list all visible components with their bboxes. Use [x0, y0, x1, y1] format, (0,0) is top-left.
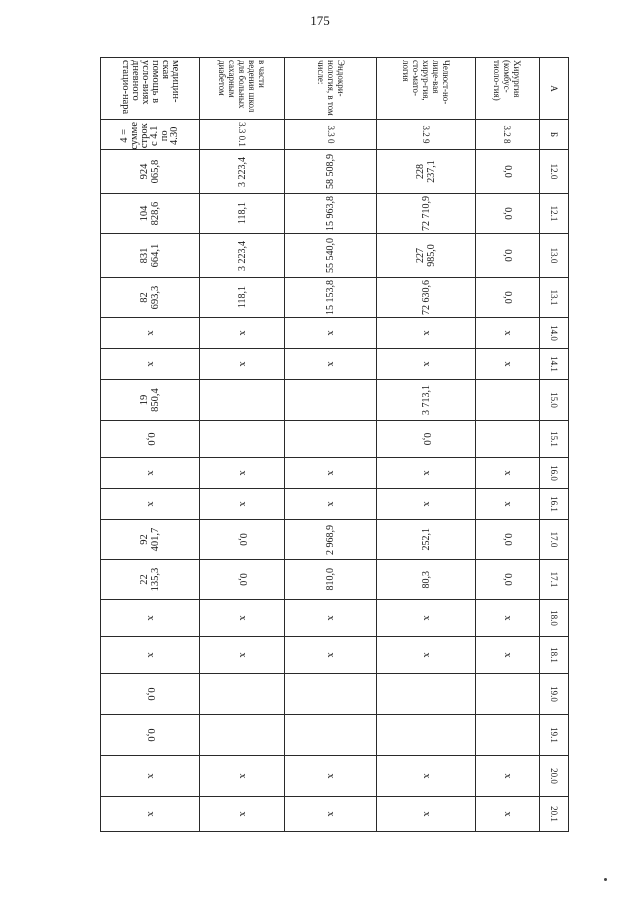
column-header: 20.1 [539, 797, 568, 832]
table-cell: 0,0 [476, 278, 539, 318]
table-cell [376, 150, 475, 194]
row-code [101, 120, 201, 150]
table-cell [101, 560, 201, 600]
table-cell [476, 421, 539, 458]
row-code: 3.3 0.1 [200, 120, 285, 150]
table-cell [376, 234, 475, 278]
table-cell [376, 380, 475, 421]
table-cell [285, 715, 377, 756]
table-cell: х [376, 458, 475, 489]
table-cell: х [200, 489, 285, 520]
table-cell: х [476, 458, 539, 489]
table-cell: х [101, 458, 201, 489]
table-cell: х [200, 318, 285, 349]
table-cell-text: 72 710,9 [420, 196, 432, 231]
table-cell-text: 58 508,9 [325, 154, 337, 189]
column-header: 15.0 [539, 380, 568, 421]
table-cell: х [101, 600, 201, 637]
table-cell: х [476, 318, 539, 349]
table-cell: х [200, 637, 285, 674]
column-header: 17.1 [539, 560, 568, 600]
table-cell: х [101, 756, 201, 797]
table-cell-text: 3 223,4 [236, 240, 248, 271]
table-cell: х [285, 756, 377, 797]
table-cell: 0,0 [476, 194, 539, 234]
table-cell: 0,0 [200, 560, 285, 600]
table-cell [200, 150, 285, 194]
table-cell: х [200, 458, 285, 489]
table-cell: х [476, 489, 539, 520]
table-cell-text: 2 968,9 [325, 524, 337, 555]
column-header: 19.0 [539, 674, 568, 715]
table-cell: х [476, 756, 539, 797]
table-cell-text: 810,0 [325, 568, 337, 591]
table-cell: 0,0 [476, 560, 539, 600]
table-row [476, 58, 539, 832]
table-cell [285, 234, 377, 278]
page-mark [604, 878, 607, 881]
table-cell [285, 278, 377, 318]
table-cell: х [285, 349, 377, 380]
table-cell: 0,0 [476, 150, 539, 194]
table-cell [285, 560, 377, 600]
column-header: 14.1 [539, 349, 568, 380]
table-cell [101, 234, 201, 278]
table-cell [101, 278, 201, 318]
table-cell-text: 72 630,6 [420, 280, 432, 315]
table-cell-text: 19 850,4 [139, 388, 162, 412]
table-cell-text: 3 713,1 [420, 385, 432, 415]
column-header: 12.0 [539, 150, 568, 194]
table-cell-text: 80,3 [420, 570, 432, 589]
table-cell [285, 380, 377, 421]
table-cell-text: 15 963,8 [325, 196, 337, 231]
row-code: 3.2 9 [376, 120, 475, 150]
data-table [100, 57, 569, 821]
column-header: 18.0 [539, 600, 568, 637]
column-header: 13.1 [539, 278, 568, 318]
table-cell [476, 380, 539, 421]
table-row [376, 58, 475, 832]
column-header: 16.1 [539, 489, 568, 520]
table-cell: х [101, 489, 201, 520]
table-cell: х [101, 637, 201, 674]
column-header: Б [539, 120, 568, 150]
row-category: в части ведения школ для больных сахарным диабетом [200, 58, 285, 120]
row-category: Хирургия (комбус-тиоло-гия) [476, 58, 539, 120]
header-row [539, 58, 568, 832]
table-cell: х [285, 600, 377, 637]
table-cell: х [376, 756, 475, 797]
table-cell: х [101, 349, 201, 380]
table-cell-text: 228 237,1 [415, 160, 438, 183]
table-cell [200, 234, 285, 278]
table-cell: х [476, 349, 539, 380]
table-cell: 0,0 [200, 520, 285, 560]
table-cell [285, 674, 377, 715]
column-header: 18.1 [539, 637, 568, 674]
table-cell: х [376, 349, 475, 380]
table-cell: 0,0 [101, 674, 201, 715]
table-cell-text: 252,1 [420, 528, 432, 551]
table-cell-text: 924 065,8 [139, 159, 162, 184]
table-cell: х [101, 318, 201, 349]
column-header: 15.1 [539, 421, 568, 458]
table-cell [285, 520, 377, 560]
table-cell-text: 3 223,4 [236, 156, 248, 187]
table-cell: х [376, 797, 475, 832]
table-cell: х [285, 489, 377, 520]
column-header: 12.1 [539, 194, 568, 234]
row-category: медицин-ская помощь в усло-виях дневного стацио-нара [101, 58, 201, 120]
column-header: 14.0 [539, 318, 568, 349]
table-cell: х [376, 318, 475, 349]
table-cell-text: 118,1 [236, 286, 248, 309]
table-cell-text: 104 828,6 [139, 201, 162, 226]
table-row [200, 58, 285, 832]
table-cell: 0,0 [101, 715, 201, 756]
table-cell [285, 194, 377, 234]
table-cell: х [285, 318, 377, 349]
table-cell: х [200, 600, 285, 637]
table-cell: х [285, 797, 377, 832]
table-cell [476, 674, 539, 715]
table-cell [376, 674, 475, 715]
table-cell: х [376, 600, 475, 637]
table-cell: х [376, 489, 475, 520]
table-cell: 0,0 [476, 520, 539, 560]
table-cell [200, 715, 285, 756]
row-category: Эндокри-нология, в том числе: [285, 58, 377, 120]
table-cell: х [285, 637, 377, 674]
table-cell: х [285, 458, 377, 489]
table-cell [376, 560, 475, 600]
table-cell: х [476, 797, 539, 832]
table-cell [101, 150, 201, 194]
column-header: 17.0 [539, 520, 568, 560]
table-cell: х [476, 637, 539, 674]
column-header: 16.0 [539, 458, 568, 489]
table-cell: х [200, 349, 285, 380]
table-cell [101, 194, 201, 234]
table-row [101, 58, 201, 832]
table-cell [285, 421, 377, 458]
table-cell [200, 278, 285, 318]
row-code: 3.2 8 [476, 120, 539, 150]
table-cell: х [476, 600, 539, 637]
page-number: 175 [310, 13, 330, 28]
table-cell [101, 520, 201, 560]
row-category: Челюст-но-лице-вая хирур-гия, сто-мато-логия [376, 58, 475, 120]
table-cell-text: 22 135,3 [139, 567, 162, 592]
table-cell-text: 92 401,7 [139, 527, 162, 552]
table-cell [376, 278, 475, 318]
table-cell [200, 674, 285, 715]
table-cell: 0,0 [476, 234, 539, 278]
table-cell-text: 82 693,3 [139, 285, 162, 310]
table-cell [376, 194, 475, 234]
table-cell [200, 421, 285, 458]
table-cell: х [200, 756, 285, 797]
table-cell [101, 380, 201, 421]
table-cell [200, 194, 285, 234]
table-cell: х [200, 797, 285, 832]
table-cell-text: 227 985,0 [415, 244, 438, 267]
table-row [285, 58, 377, 832]
table-cell [376, 520, 475, 560]
table-cell: х [376, 637, 475, 674]
row-code-text: 4 = сумме строк с 4.1 по 4.30 [119, 122, 181, 150]
table-cell [285, 150, 377, 194]
table-cell-text: 55 540,0 [325, 238, 337, 273]
table-cell: 0,0 [376, 421, 475, 458]
table-cell [476, 715, 539, 756]
row-code: 3.3 0 [285, 120, 377, 150]
table-cell [200, 380, 285, 421]
column-header: 20.0 [539, 756, 568, 797]
table-cell-text: 118,1 [236, 202, 248, 225]
column-header: 13.0 [539, 234, 568, 278]
table-cell: х [101, 797, 201, 832]
table-cell-text: 831 664,1 [139, 243, 162, 268]
table-cell [376, 715, 475, 756]
table-cell: 0,0 [101, 421, 201, 458]
table-cell-text: 15 153,8 [325, 280, 337, 315]
column-header: А [539, 58, 568, 120]
column-header: 19.1 [539, 715, 568, 756]
